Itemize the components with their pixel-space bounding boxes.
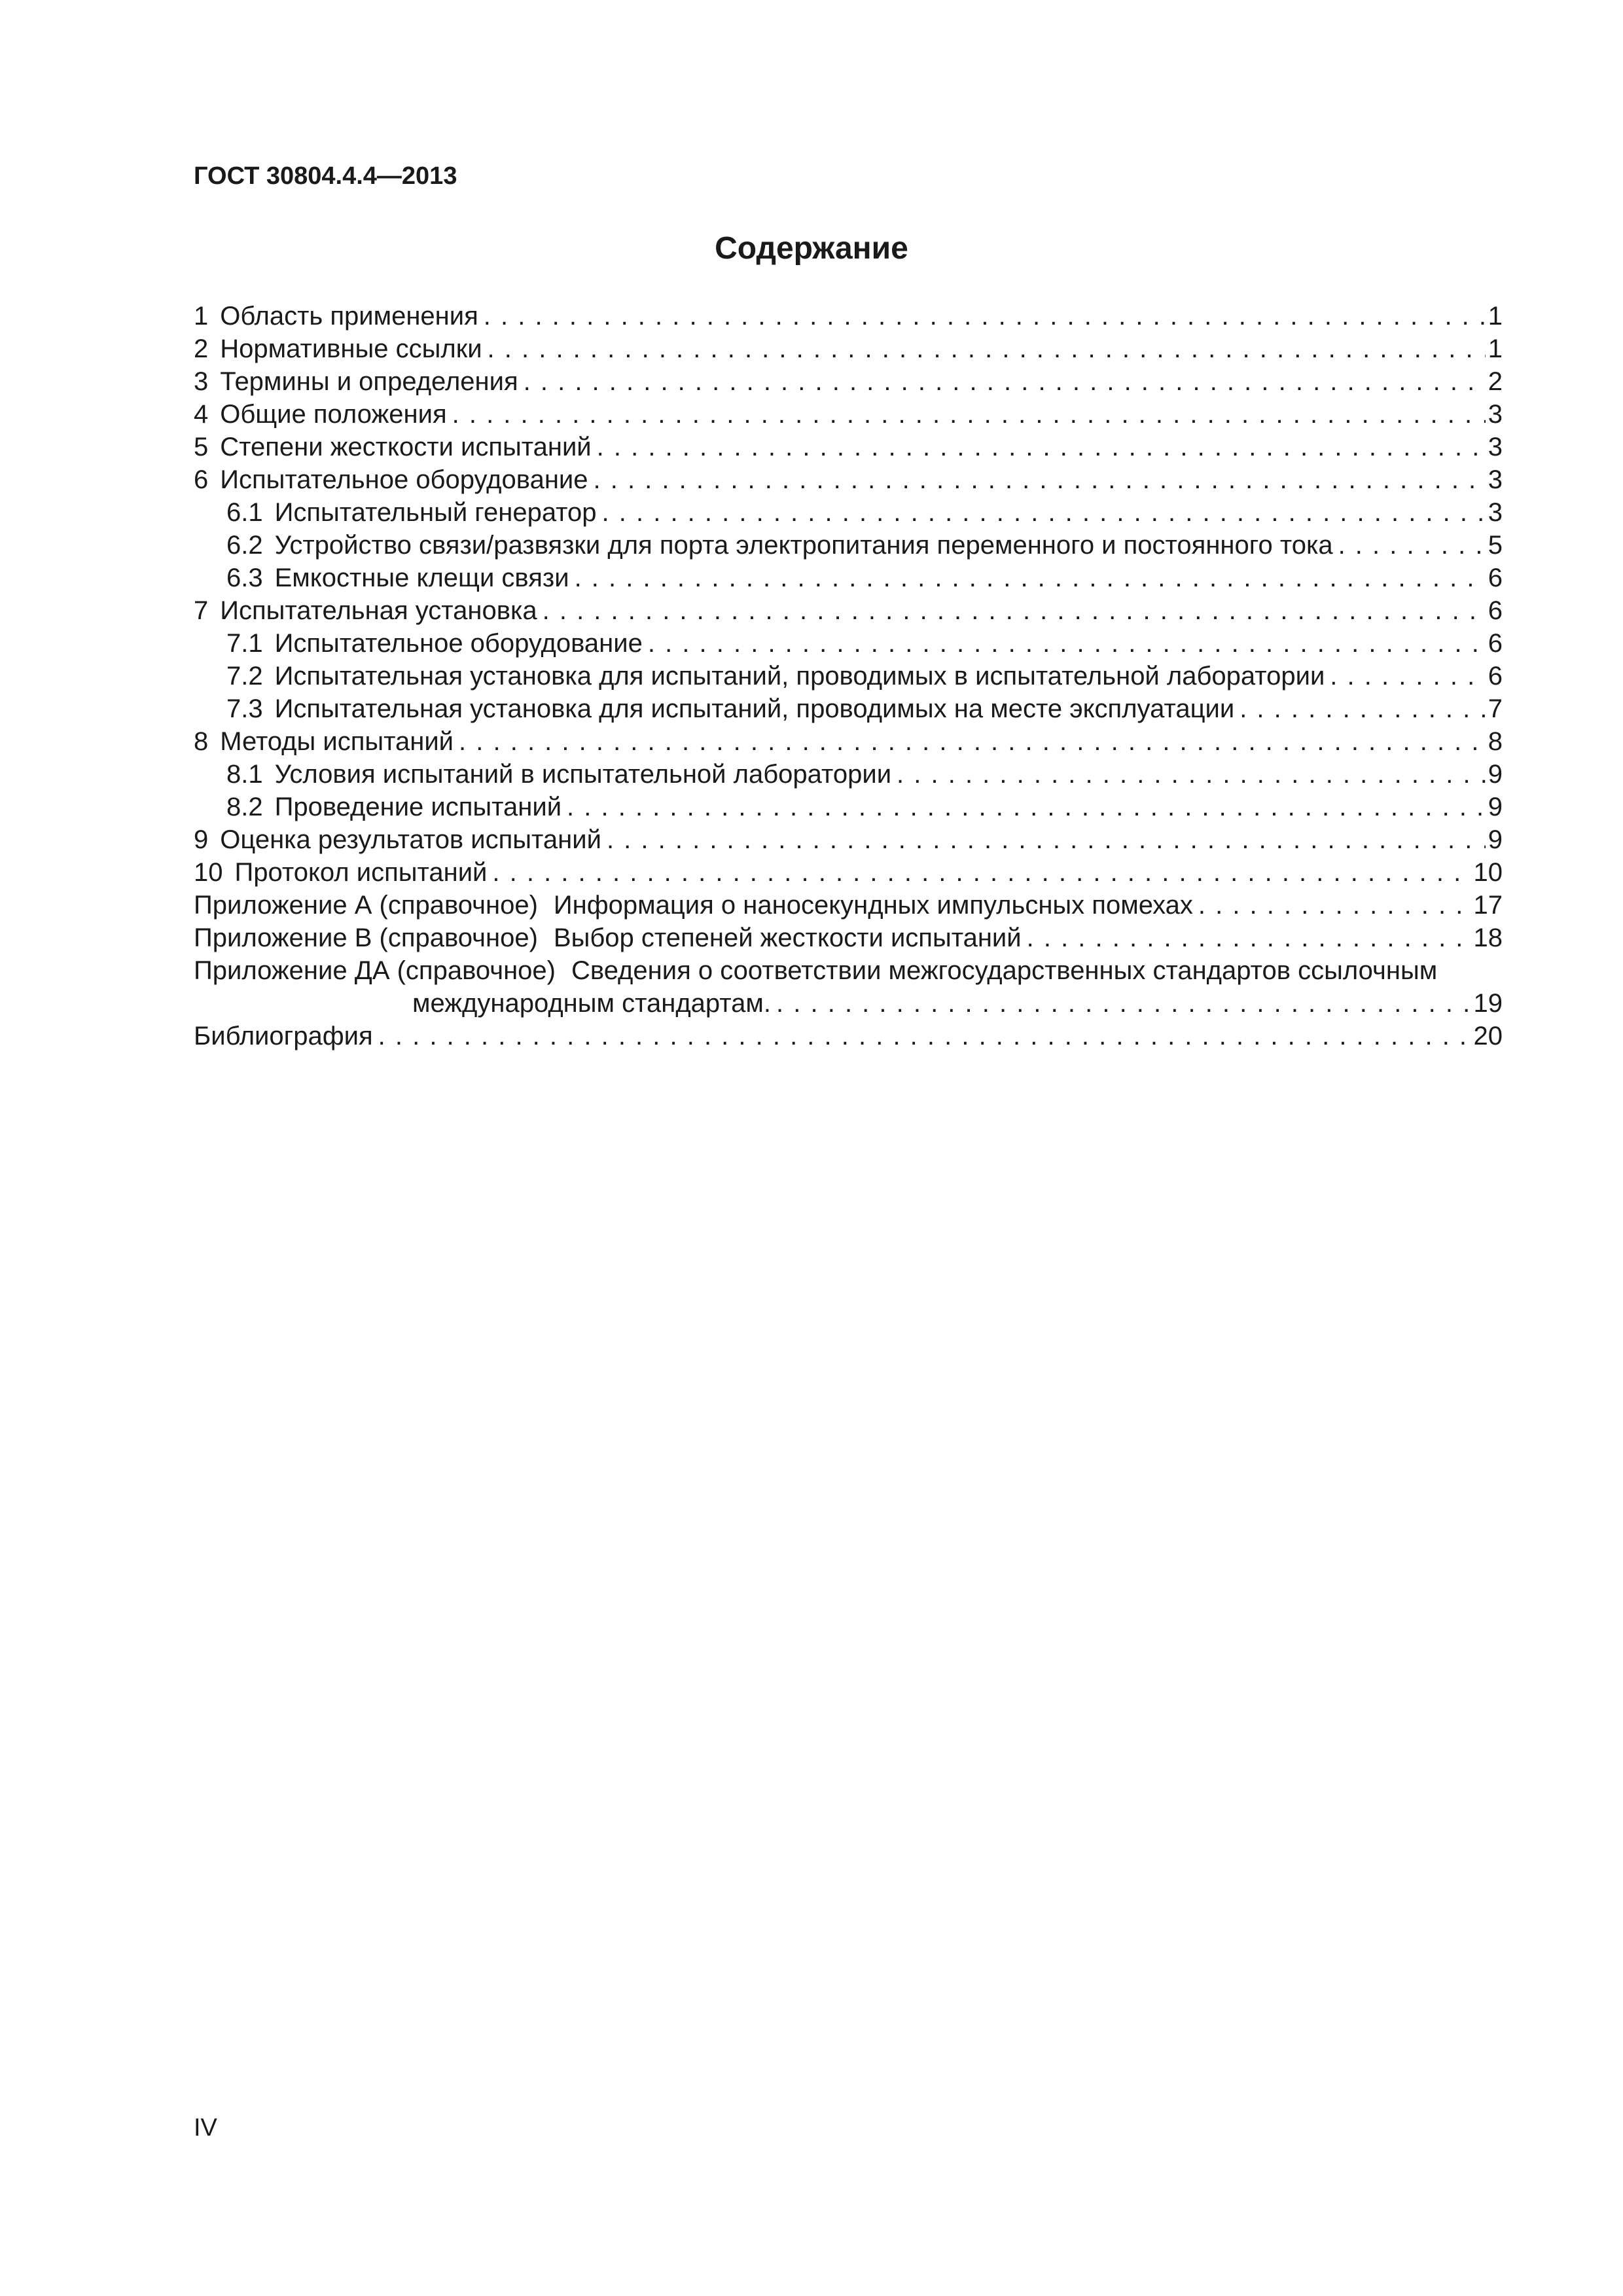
toc-entry-label: Испытательное оборудование — [220, 465, 588, 494]
toc-entry-page: 3 — [1488, 465, 1503, 494]
leader-dots — [567, 791, 1486, 823]
toc-entry-number: 7.3 — [226, 694, 263, 723]
toc-entry-7-2[interactable] — [194, 660, 1503, 692]
toc-entry-page: 9 — [1488, 760, 1503, 789]
leader-dots — [378, 1020, 1471, 1052]
toc-entry-page: 6 — [1488, 596, 1503, 625]
leader-dots — [575, 562, 1486, 594]
leader-dots — [492, 856, 1471, 889]
toc-entry-page: 9 — [1488, 825, 1503, 854]
toc-entry-label: Общие положения — [220, 400, 447, 429]
toc-entry-page: 17 — [1473, 891, 1503, 920]
toc-entry-label: Емкостные клещи связи — [274, 564, 569, 592]
toc-entry-number: 9 — [194, 825, 209, 854]
toc-entry-10[interactable] — [194, 856, 1503, 889]
toc-entry-label: Библиография — [194, 1022, 373, 1050]
toc-entry-8[interactable] — [194, 725, 1503, 758]
toc-entry-page: 8 — [1488, 727, 1503, 756]
toc-entry-page: 2 — [1488, 367, 1503, 396]
toc-entry-label: Испытательная установка для испытаний, проводимых в испытательной лаборатории — [274, 662, 1325, 691]
toc-entry-page: 3 — [1488, 400, 1503, 429]
toc-entry-label: Устройство связи/развязки для порта электропитания переменного и постоянного тока — [274, 531, 1333, 560]
toc-entry-number: 8 — [194, 727, 209, 756]
toc-entry-label: Область применения — [220, 302, 478, 331]
toc-title: Содержание — [715, 231, 908, 266]
toc-entry-label: Сведения о соответствии межгосударственных стандартов ссылочным — [571, 956, 1438, 985]
leader-dots — [1240, 692, 1486, 725]
toc-entry-page: 1 — [1488, 334, 1503, 363]
toc-entry-label: Оценка результатов испытаний — [220, 825, 601, 854]
toc-entry-page: 3 — [1488, 498, 1503, 527]
toc-entry-number: 6.1 — [226, 498, 263, 527]
leader-dots — [1330, 660, 1485, 692]
toc-entry-2[interactable] — [194, 332, 1503, 365]
toc-entry-6-3[interactable] — [194, 562, 1503, 594]
toc-entry-number: 6.2 — [226, 531, 263, 560]
toc-entry-label: Методы испытаний — [220, 727, 454, 756]
toc-entry-number: 10 — [194, 858, 223, 887]
toc-appendix-da[interactable] — [194, 954, 1503, 987]
toc-entry-7-3[interactable] — [194, 692, 1503, 725]
toc-entry-8-1[interactable] — [194, 758, 1503, 791]
toc-entry-9[interactable] — [194, 823, 1503, 856]
toc-entry-page: 9 — [1488, 793, 1503, 821]
toc-entry-label: Испытательная установка для испытаний, проводимых на месте эксплуатации — [274, 694, 1235, 723]
toc-entry-number: 6.3 — [226, 564, 263, 592]
leader-dots — [1338, 529, 1486, 562]
toc-entry-number: 7 — [194, 596, 209, 625]
leader-dots — [776, 987, 1471, 1020]
document-id: ГОСТ 30804.4.4—2013 — [194, 162, 457, 190]
toc-entry-number: 1 — [194, 302, 209, 331]
toc-entry-4[interactable] — [194, 398, 1503, 431]
toc-entry-number: 7.1 — [226, 629, 263, 658]
toc-bibliography[interactable] — [194, 1020, 1503, 1052]
toc-entry-page: 20 — [1473, 1022, 1503, 1050]
toc-entry-page: 6 — [1488, 564, 1503, 592]
toc-entry-5[interactable] — [194, 431, 1503, 463]
toc-entry-number: 8.2 — [226, 793, 263, 821]
toc-entry-number: 5 — [194, 433, 209, 461]
leader-dots — [594, 463, 1486, 496]
toc-entry-3[interactable] — [194, 365, 1503, 398]
leader-dots — [543, 594, 1486, 627]
leader-dots — [897, 758, 1486, 791]
toc-entry-page: 18 — [1473, 924, 1503, 952]
toc-entry-label: Проведение испытаний — [274, 793, 562, 821]
toc-entry-page: 10 — [1473, 858, 1503, 887]
leader-dots — [1027, 922, 1471, 954]
appendix-prefix: Приложение А (справочное) — [194, 891, 538, 920]
toc-entry-label: Выбор степеней жесткости испытаний — [553, 924, 1022, 952]
leader-dots — [1198, 889, 1471, 922]
leader-dots — [488, 332, 1486, 365]
toc-entry-label: Испытательное оборудование — [274, 629, 643, 658]
toc-entry-label: Степени жесткости испытаний — [220, 433, 592, 461]
toc-entry-6[interactable] — [194, 463, 1503, 496]
appendix-prefix: Приложение В (справочное) — [194, 924, 538, 952]
toc-entry-7-1[interactable] — [194, 627, 1503, 660]
toc-entry-6-2[interactable] — [194, 529, 1503, 562]
page-number: IV — [194, 2114, 217, 2142]
toc-entry-6-1[interactable] — [194, 496, 1503, 529]
toc-appendix-b[interactable] — [194, 922, 1503, 954]
toc-appendix-da-continuation[interactable] — [194, 987, 1503, 1020]
toc-entry-page: 19 — [1473, 989, 1503, 1018]
leader-dots — [607, 823, 1486, 856]
toc-entry-number: 3 — [194, 367, 209, 396]
leader-dots — [648, 627, 1486, 660]
toc-entry-page: 1 — [1488, 302, 1503, 331]
appendix-prefix: Приложение ДА (справочное) — [194, 956, 556, 985]
toc-entry-label: Термины и определения — [220, 367, 518, 396]
toc-entry-7[interactable] — [194, 594, 1503, 627]
toc-entry-page: 6 — [1488, 629, 1503, 658]
toc-entry-page: 3 — [1488, 433, 1503, 461]
toc-entry-number: 6 — [194, 465, 209, 494]
toc-entry-number: 2 — [194, 334, 209, 363]
toc-entry-label: Испытательная установка — [220, 596, 537, 625]
toc-entry-1[interactable] — [194, 300, 1503, 332]
leader-dots — [484, 300, 1486, 332]
toc-entry-page: 6 — [1488, 662, 1503, 691]
toc-entry-label: международным стандартам. — [412, 989, 772, 1018]
toc-entry-number: 4 — [194, 400, 209, 429]
toc-entry-number: 8.1 — [226, 760, 263, 789]
toc-entry-label: Информация о наносекундных импульсных помехах — [553, 891, 1193, 920]
toc-entry-8-2[interactable] — [194, 791, 1503, 823]
toc-entry-label: Нормативные ссылки — [220, 334, 482, 363]
toc-entry-label: Испытательный генератор — [274, 498, 597, 527]
toc-entry-label: Условия испытаний в испытательной лаборатории — [274, 760, 892, 789]
toc-appendix-a[interactable] — [194, 889, 1503, 922]
leader-dots — [602, 496, 1486, 529]
toc-entry-number: 7.2 — [226, 662, 263, 691]
leader-dots — [459, 725, 1486, 758]
toc-entry-page: 5 — [1488, 531, 1503, 560]
leader-dots — [452, 398, 1486, 431]
table-of-contents — [194, 300, 1503, 1052]
toc-entry-page: 7 — [1488, 694, 1503, 723]
leader-dots — [597, 431, 1486, 463]
leader-dots — [524, 365, 1486, 398]
toc-entry-label: Протокол испытаний — [234, 858, 488, 887]
